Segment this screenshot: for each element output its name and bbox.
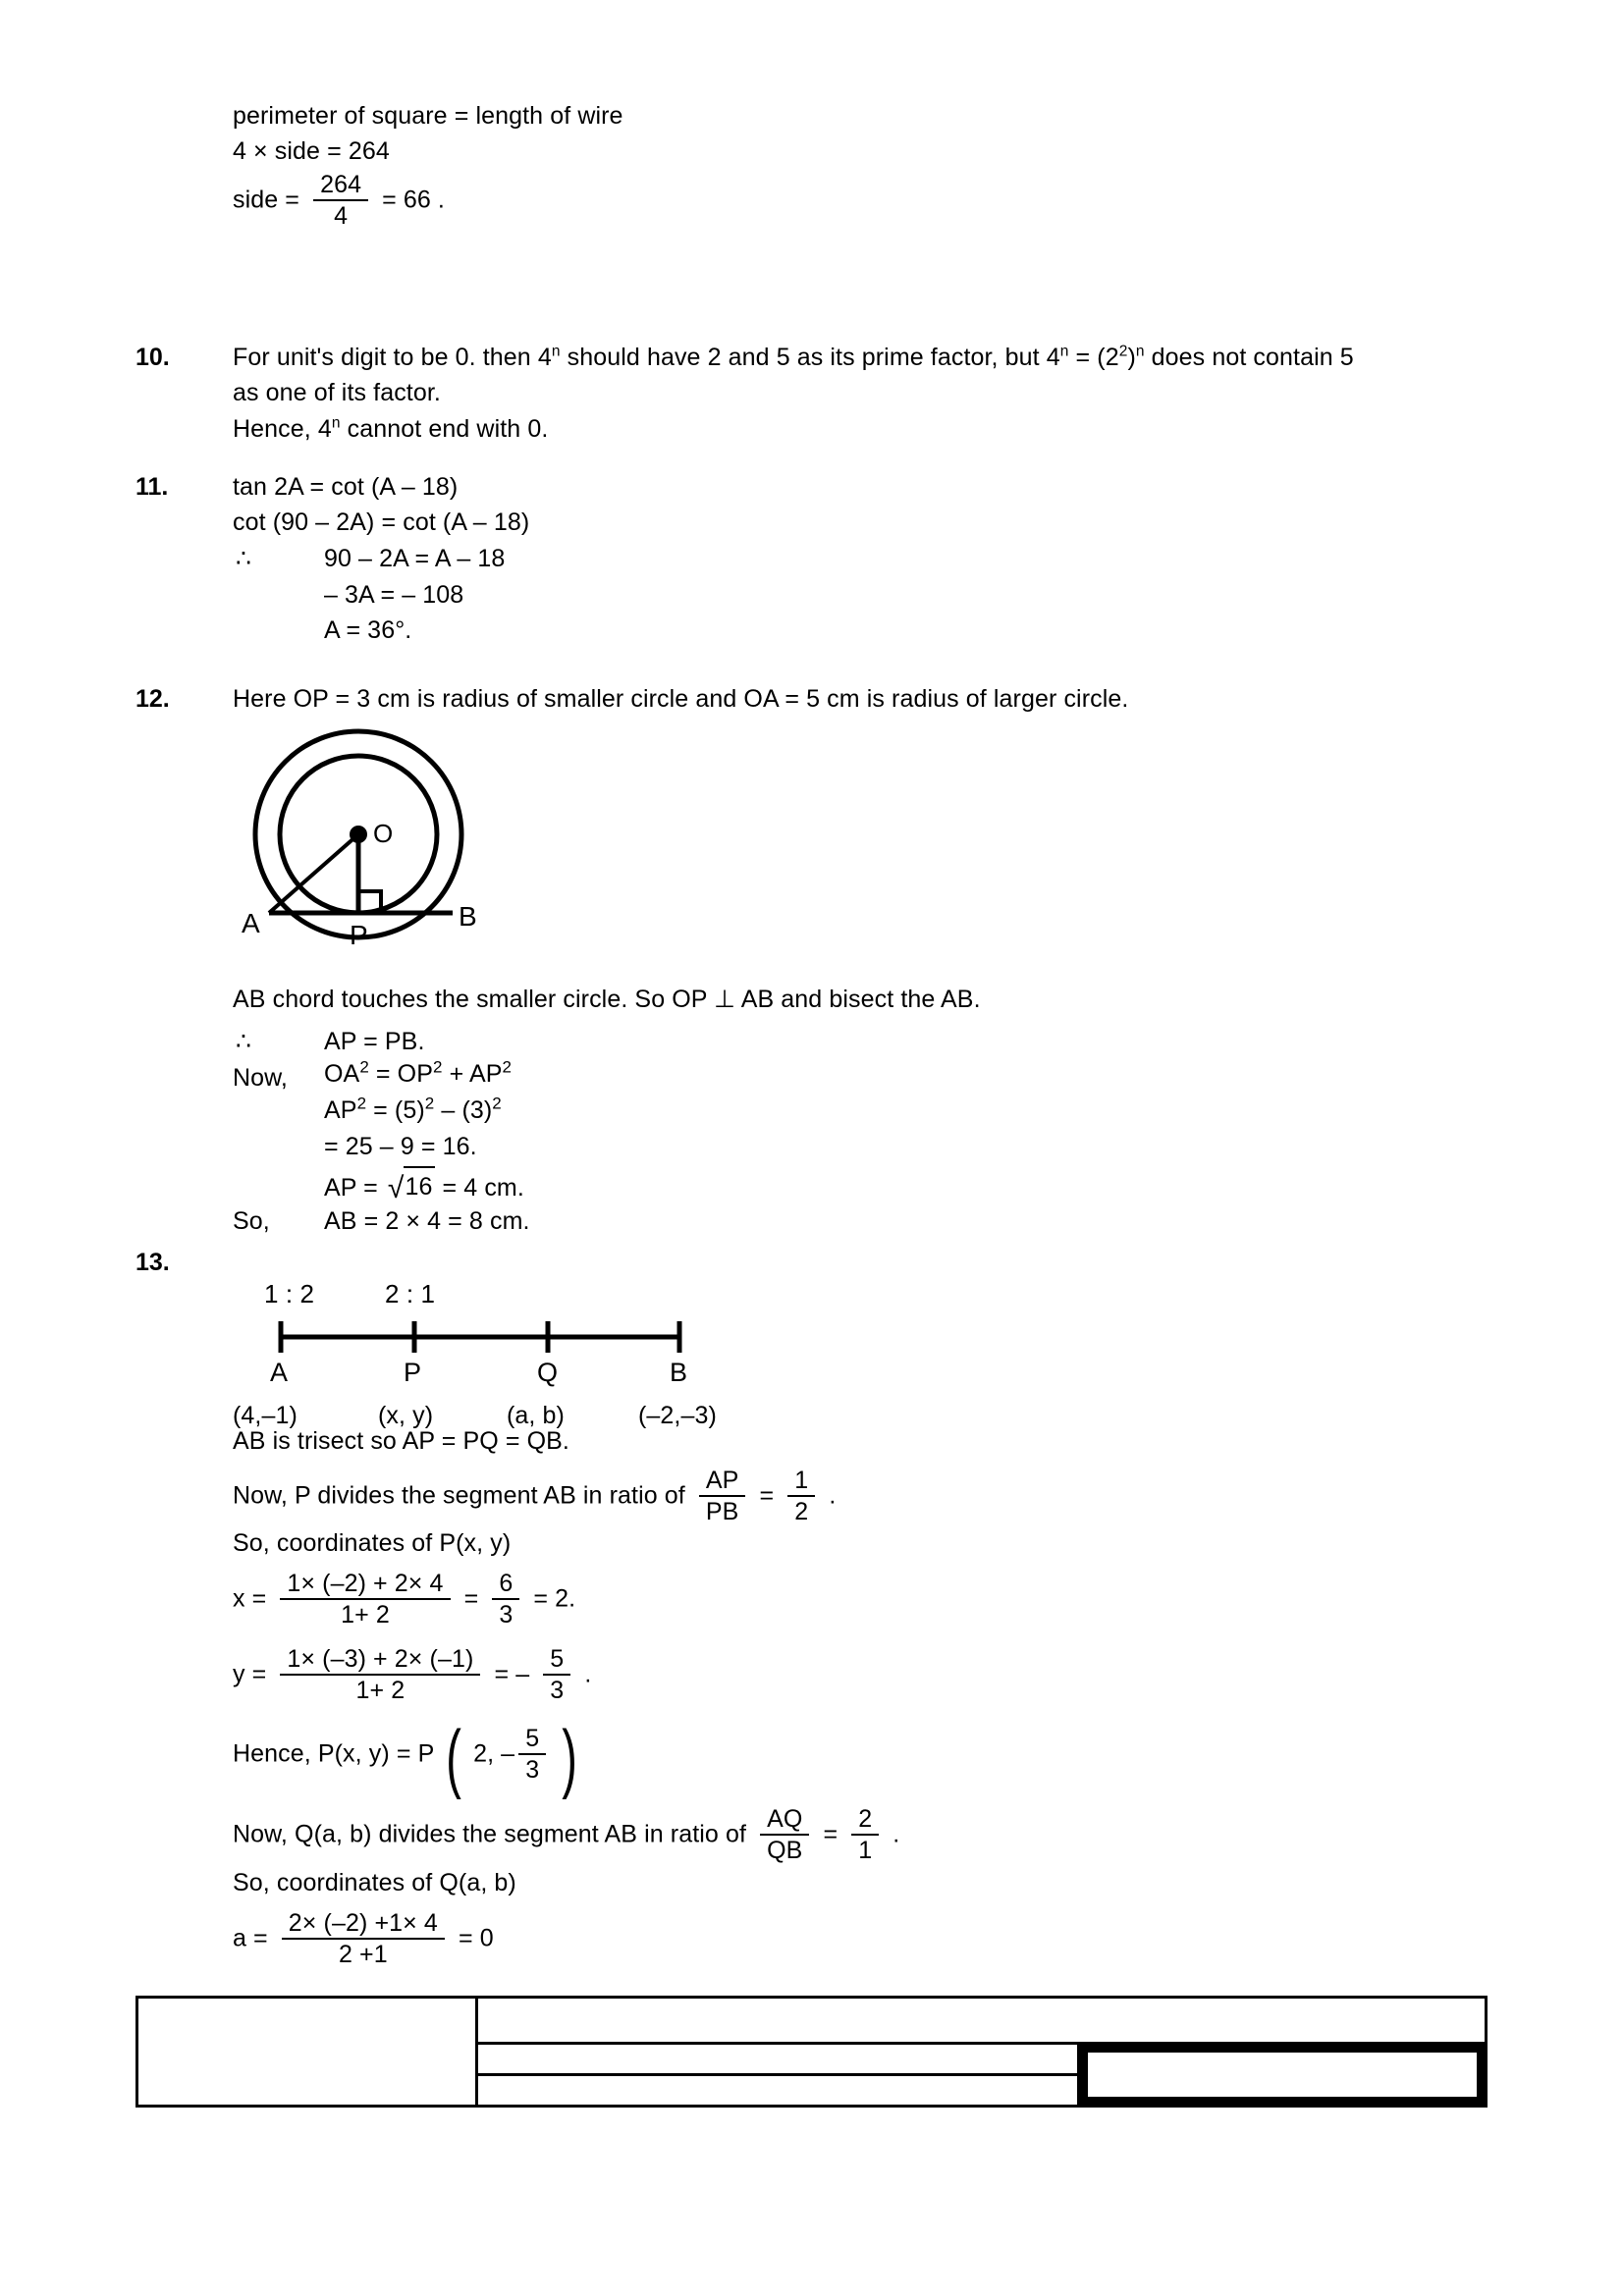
three-term: – (3) <box>434 1096 493 1124</box>
item-10-text-b: should have 2 and 5 as its prime factor, but 4 <box>560 344 1060 371</box>
a-label: a = <box>233 1924 268 1952</box>
side-result: = 66 . <box>382 186 445 214</box>
intro-line-3 <box>233 172 445 231</box>
centre-point-dot <box>350 826 367 843</box>
footer-row-1 <box>478 1999 1485 2045</box>
x-first-equals: = <box>463 1584 479 1613</box>
three-exponent: 2 <box>492 1094 502 1113</box>
item-12-step1-tag: ∴ <box>236 1028 252 1055</box>
point-coord-p: (x, y) <box>378 1402 434 1429</box>
ap-equals-label: AP = <box>324 1174 378 1201</box>
item-10-text-c: = (2 <box>1068 344 1119 371</box>
item-number-11: 11. <box>135 473 169 501</box>
q-ratio-equals: = <box>823 1820 839 1848</box>
footer-cell-left <box>138 1999 478 2105</box>
item-10-line-1 <box>233 340 1499 375</box>
y-coordinate-equation <box>233 1646 591 1705</box>
aq-over-qb-numerator: AQ <box>760 1805 809 1836</box>
item-number-13: 13. <box>135 1249 170 1276</box>
a-main-fraction <box>282 1909 445 1968</box>
p-coordinates-heading: So, coordinates of P(x, y) <box>233 1529 512 1557</box>
p-ratio-equals: = <box>759 1481 775 1510</box>
p-y-fraction <box>518 1725 546 1784</box>
item-10-text-e: does not contain 5 <box>1144 344 1354 371</box>
item-10-sup-c: 2 <box>1118 343 1128 360</box>
hence-label: Hence, P(x, y) = P <box>233 1739 434 1768</box>
point-label-a: A <box>270 1358 289 1387</box>
a-coordinate-equation <box>233 1910 494 1969</box>
a-final-value: = 0 <box>458 1924 494 1952</box>
oa-exponent: 2 <box>359 1057 369 1077</box>
trisection-number-line-figure <box>241 1276 731 1404</box>
q-coordinates-heading: So, coordinates of Q(a, b) <box>233 1869 516 1896</box>
point-coord-b: (–2,–3) <box>638 1402 717 1429</box>
y-first-equals: = – <box>494 1660 530 1688</box>
item-10-line-3 <box>233 411 548 447</box>
ap-result: = 4 cm. <box>442 1174 524 1201</box>
five-term: = (5) <box>366 1096 425 1124</box>
y-main-fraction <box>280 1645 480 1704</box>
side-fraction <box>313 171 368 230</box>
y-result-denominator: 3 <box>550 1677 565 1704</box>
item-10-conclusion-b: cannot end with 0. <box>340 415 549 443</box>
trisect-statement: AB is trisect so AP = PQ = QB. <box>233 1427 569 1455</box>
ap-over-pb-numerator: AP <box>699 1467 746 1497</box>
ap-exponent: 2 <box>502 1057 513 1077</box>
one-over-two-denominator: 2 <box>794 1498 809 1525</box>
y-label: y = <box>233 1660 267 1688</box>
p-y-denominator: 3 <box>525 1756 540 1784</box>
item-11-line-4: – 3A = – 108 <box>324 581 464 609</box>
label-a: A <box>242 908 260 938</box>
item-12-step6-tag: So, <box>233 1207 270 1235</box>
p-ratio-statement <box>233 1468 836 1526</box>
point-label-q: Q <box>537 1358 559 1387</box>
label-o: O <box>373 819 394 848</box>
item-10-conclusion-sup: n <box>331 414 341 432</box>
concentric-circles-figure <box>221 709 545 954</box>
side-fraction-numerator: 264 <box>313 171 368 201</box>
a-denominator: 2 +1 <box>338 1941 388 1968</box>
one-over-two-numerator: 1 <box>787 1467 815 1497</box>
item-11-therefore-symbol: ∴ <box>236 545 252 572</box>
two-over-one-numerator: 2 <box>851 1805 879 1836</box>
x-result-numerator: 6 <box>492 1570 519 1600</box>
item-number-12: 12. <box>135 685 170 713</box>
intro-line-2: 4 × side = 264 <box>233 137 390 165</box>
five-exponent: 2 <box>424 1094 435 1113</box>
radicand-value: 16 <box>404 1166 435 1204</box>
p-ratio-period: . <box>829 1481 837 1510</box>
y-result-numerator: 5 <box>543 1645 570 1676</box>
item-10-text-d: ) <box>1127 344 1136 371</box>
p-final-answer <box>233 1713 582 1800</box>
point-coord-a: (4,–1) <box>233 1402 298 1429</box>
x-main-fraction <box>280 1570 450 1629</box>
item-10-sup-a: n <box>551 343 561 360</box>
q-ratio-period: . <box>893 1820 900 1848</box>
item-10-sup-b: n <box>1059 343 1069 360</box>
p-y-numerator: 5 <box>518 1725 546 1755</box>
x-denominator: 1+ 2 <box>341 1601 390 1629</box>
number-line-svg <box>241 1315 731 1374</box>
footer-table <box>135 1996 1488 2108</box>
side-label: side = <box>233 186 300 214</box>
p-y-sign: – <box>501 1739 515 1768</box>
two-over-one-denominator: 1 <box>858 1837 873 1864</box>
x-final-value: = 2. <box>533 1584 576 1613</box>
close-paren-glyph: ) <box>562 1713 578 1800</box>
ap-over-pb-denominator: PB <box>705 1498 739 1525</box>
ap-term: + AP <box>442 1060 503 1088</box>
x-result-fraction <box>492 1570 519 1629</box>
item-12-step2-tag: Now, <box>233 1064 288 1092</box>
item-10-line-2: as one of its factor. <box>233 379 441 406</box>
item-number-10: 10. <box>135 344 170 371</box>
item-10-conclusion-a: Hence, 4 <box>233 415 332 443</box>
op-exponent: 2 <box>433 1057 443 1077</box>
oa-term: OA <box>324 1060 360 1088</box>
y-final-period: . <box>584 1660 592 1688</box>
x-numerator: 1× (–2) + 2× 4 <box>280 1570 450 1600</box>
y-denominator: 1+ 2 <box>355 1677 406 1704</box>
x-result-denominator: 3 <box>499 1601 514 1629</box>
item-11-line-1: tan 2A = cot (A – 18) <box>233 473 459 501</box>
square-root-expression <box>385 1167 436 1205</box>
ap-over-pb-fraction <box>699 1467 746 1525</box>
item-12-step1-body: AP = PB. <box>324 1028 425 1055</box>
a-numerator: 2× (–2) +1× 4 <box>282 1909 445 1940</box>
item-10-sup-d: n <box>1135 343 1145 360</box>
item-12-after-figure: AB chord touches the smaller circle. So OP ⊥ AB and bisect the AB. <box>233 986 981 1013</box>
aq-over-qb-denominator: QB <box>767 1837 803 1864</box>
point-label-b: B <box>670 1358 688 1387</box>
item-11-line-5: A = 36°. <box>324 616 412 644</box>
intro-line-1: perimeter of square = length of wire <box>233 102 623 130</box>
item-10-text-a: For unit's digit to be 0. then 4 <box>233 344 552 371</box>
item-12-heading: Here OP = 3 cm is radius of smaller circle and OA = 5 cm is radius of larger circle. <box>233 685 1129 713</box>
item-12-step4-body: = 25 – 9 = 16. <box>324 1133 477 1160</box>
op-term: = OP <box>368 1060 434 1088</box>
q-ratio-text: Now, Q(a, b) divides the segment AB in ratio of <box>233 1820 747 1848</box>
ap2-term: AP <box>324 1096 357 1124</box>
one-over-two-fraction <box>787 1467 815 1525</box>
two-over-one-fraction <box>851 1805 879 1864</box>
open-paren-glyph: ( <box>446 1713 461 1800</box>
y-result-fraction <box>543 1645 570 1704</box>
label-b: B <box>459 901 477 932</box>
ratio-label-right: 2 : 1 <box>385 1279 436 1308</box>
radical-icon: √ <box>387 1172 405 1204</box>
x-label: x = <box>233 1584 267 1613</box>
label-p: P <box>350 920 368 950</box>
item-12-step2-body <box>324 1056 512 1092</box>
ap2-exponent: 2 <box>356 1094 367 1113</box>
item-11-line-3: 90 – 2A = A – 18 <box>324 545 506 572</box>
aq-over-qb-fraction <box>760 1805 809 1864</box>
item-12-step5-body <box>324 1167 524 1205</box>
item-12-step3-body <box>324 1093 502 1128</box>
x-coordinate-equation <box>233 1571 575 1629</box>
item-11-line-2: cot (90 – 2A) = cot (A – 18) <box>233 508 530 536</box>
y-numerator: 1× (–3) + 2× (–1) <box>280 1645 480 1676</box>
point-coord-q: (a, b) <box>507 1402 565 1429</box>
footer-badge-box <box>1077 2042 1488 2108</box>
ratio-label-left: 1 : 2 <box>264 1279 315 1308</box>
p-ratio-text: Now, P divides the segment AB in ratio of <box>233 1481 685 1510</box>
point-label-p: P <box>404 1358 422 1387</box>
item-12-step6-body: AB = 2 × 4 = 8 cm. <box>324 1207 530 1235</box>
q-ratio-statement <box>233 1806 899 1865</box>
side-fraction-denominator: 4 <box>334 202 349 230</box>
p-x-value: 2, <box>473 1739 495 1768</box>
